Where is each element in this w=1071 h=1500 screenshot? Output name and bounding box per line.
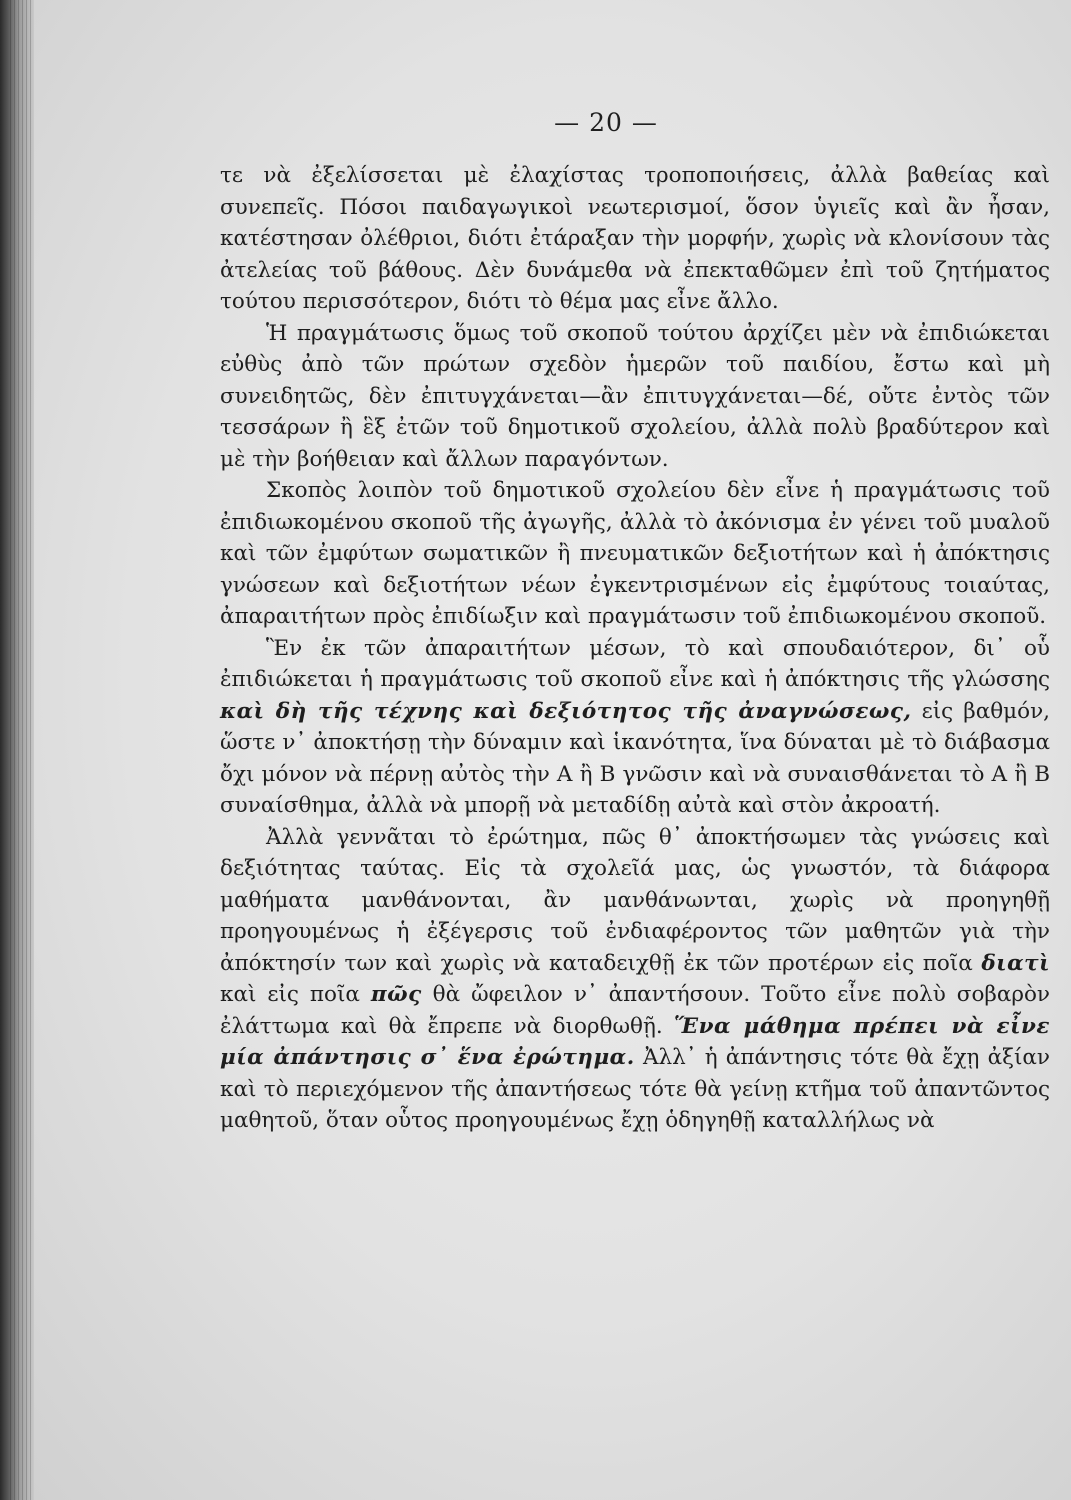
paragraph-4-emphasis: καὶ δὴ τῆς τέχνης καὶ δεξιότητος τῆς ἀναγνώσεως, (220, 698, 912, 724)
paragraph-5-emphasis-why: διατὶ (981, 950, 1050, 976)
paragraph-3 (220, 475, 1050, 633)
paragraph-4 (220, 633, 1050, 822)
page-stack-lines (10, 0, 32, 1500)
paragraph-5-emphasis-lesson: Ἕνα μάθημα πρέπει νὰ εἶνε μία ἀπάντησις σ᾽ ἕνα ἐρώτημα. (220, 1013, 1050, 1070)
paragraph-4-text-a: Ἓν ἐκ τῶν ἀπαραιτήτων μέσων, τὸ καὶ σπουδαιότερον, δι᾽ οὗ ἐπιδιώκεται ἡ πραγμάτωσις τοῦ σκοποῦ εἶνε καὶ ἡ ἀπόκτησις τῆς γλώσσης (220, 635, 1050, 692)
paragraph-5-text-c: θὰ ὤφειλον ν᾽ ἀπαντήσουν. Τοῦτο εἶνε πολὺ σοβαρὸν ἐλάττωμα καὶ θὰ ἔπρεπε νὰ διορθωθῇ. (220, 982, 1050, 1039)
paragraph-5 (220, 822, 1050, 1137)
paragraph-2 (220, 318, 1050, 476)
paragraph-1-text: τε νὰ ἐξελίσσεται μὲ ἐλαχίστας τροποποιήσεις, ἀλλὰ βαθείας καὶ συνεπεῖς. Πόσοι παιδαγωγικοὶ νεωτερισμοί, ὅσον ὑγιεῖς καὶ ἂν ἦσαν, κατέστησαν ὀλέθριοι, διότι ἐτάραξαν τὴν μορφήν, χωρὶς νὰ κλονίσουν τὰς ἀτελείας τοῦ βάθους. Δὲν δυνάμεθα νὰ ἐπεκταθῶμεν ἐπὶ τοῦ ζητήματος τούτου περισσότερον, διότι τὸ θέμα μας εἶνε ἄλλο. (220, 163, 1050, 314)
paragraph-5-text-a: Ἀλλὰ γεννᾶται τὸ ἐρώτημα, πῶς θ᾽ ἀποκτήσωμεν τὰς γνώσεις καὶ δεξιότητας ταύτας. Εἰς τὰ σχολεῖά μας, ὡς γνωστόν, τὰ διάφορα μαθήματα μανθάνονται, ἂν μανθάνωνται, χωρὶς νὰ προηγηθῇ προηγουμένως ἡ ἐξέγερσις τοῦ ἐνδιαφέροντος τῶν μαθητῶν γιὰ τὴν ἀπόκτησίν των καὶ χωρὶς νὰ καταδειχθῇ ἐκ τῶν προτέρων εἰς ποῖα (220, 824, 1050, 976)
paragraph-1 (220, 160, 1050, 318)
body-text (220, 160, 1050, 1137)
book-spine-edge (0, 0, 34, 1500)
page-number: — 20 — (554, 108, 658, 137)
paragraph-5-text-d: Ἀλλ᾽ ἡ ἀπάντησις τότε θὰ ἔχῃ ἀξίαν καὶ τὸ περιεχόμενον τῆς ἀπαντήσεως τότε θὰ γείνῃ κτῆμα τοῦ ἀπαντῶντος μαθητοῦ, ὅταν οὗτος προηγουμένως ἔχῃ ὁδηγηθῇ καταλλήλως νὰ (220, 1045, 1051, 1133)
paragraph-5-text-b: καὶ εἰς ποῖα (220, 982, 371, 1007)
paragraph-2-text: Ἡ πραγμάτωσις ὅμως τοῦ σκοποῦ τούτου ἀρχίζει μὲν νὰ ἐπιδιώκεται εὐθὺς ἀπὸ τῶν πρώτων σχεδὸν ἡμερῶν τοῦ παιδίου, ἔστω καὶ μὴ συνειδητῶς, δὲν ἐπιτυγχάνεται—ἂν ἐπιτυγχάνεται—δέ, οὔτε ἐντὸς τῶν τεσσάρων ἢ ἓξ ἐτῶν τοῦ δημοτικοῦ σχολείου, ἀλλὰ πολὺ βραδύτερον καὶ μὲ τὴν βοήθειαν καὶ ἄλλων παραγόντων. (220, 320, 1050, 472)
paragraph-3-text: Σκοπὸς λοιπὸν τοῦ δημοτικοῦ σχολείου δὲν εἶνε ἡ πραγμάτωσις τοῦ ἐπιδιωκομένου σκοποῦ τῆς ἀγωγῆς, ἀλλὰ τὸ ἀκόνισμα ἐν γένει τοῦ μυαλοῦ καὶ τῶν ἐμφύτων σωματικῶν ἢ πνευματικῶν δεξιοτήτων καὶ ἡ ἀπόκτησις γνώσεων καὶ δεξιοτήτων νέων ἐγκεντρισμένων εἰς ἐμφύτους τοιαύτας, ἀπαραιτήτων πρὸς ἐπιδίωξιν καὶ πραγμάτωσιν τοῦ ἐπιδιωκομένου σκοποῦ. (220, 478, 1050, 629)
paragraph-5-emphasis-how: πῶς (370, 982, 422, 1007)
paragraph-4-text-b: εἰς βαθμόν, ὥστε ν᾽ ἀποκτήσῃ τὴν δύναμιν καὶ ἱκανότητα, ἵνα δύναται μὲ τὸ διάβασμα ὄχι μόνον νὰ πέρνῃ αὐτὸς τὴν Α ἢ Β γνῶσιν καὶ νὰ συναισθάνεται τὸ Α ἢ Β συναίσθημα, ἀλλὰ νὰ μπορῇ νὰ μεταδίδῃ αὐτὰ καὶ στὸν ἀκροατή. (220, 698, 1050, 818)
